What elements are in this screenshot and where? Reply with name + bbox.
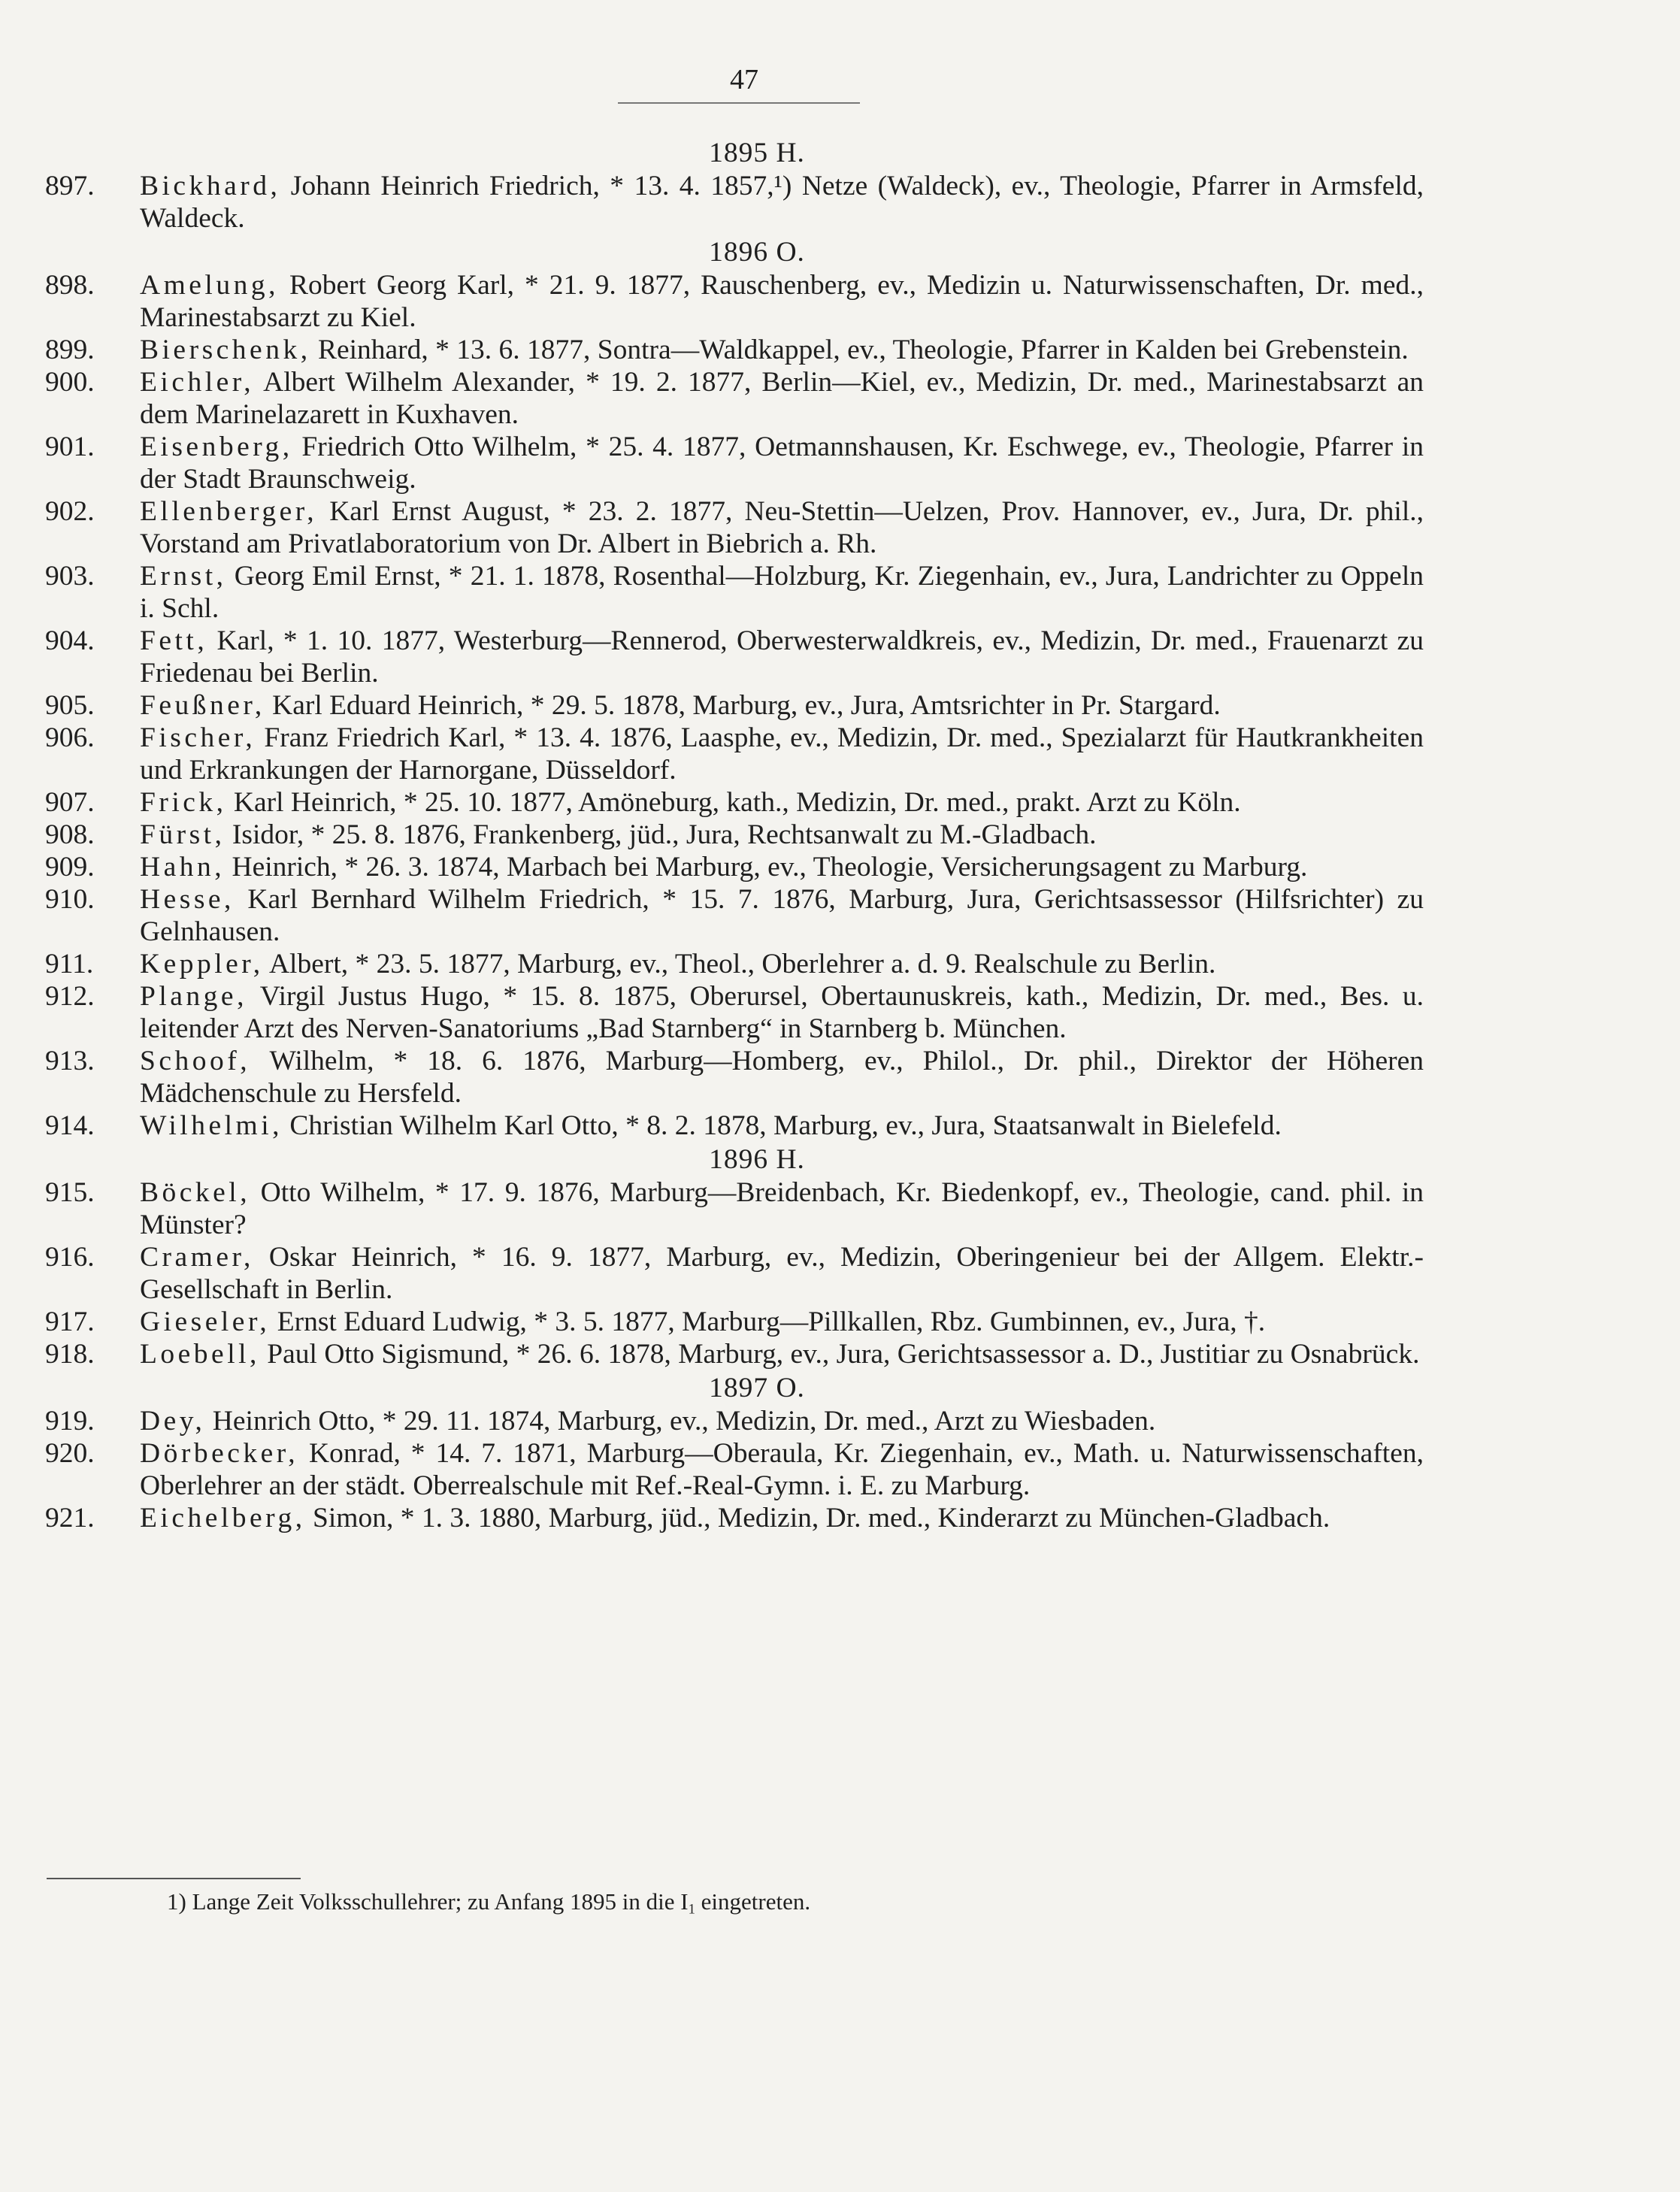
entry-details: Johann Heinrich Friedrich, * 13. 4. 1857,¹) Netze (Waldeck), ev., Theologie, Pfarrer in Armsfeld, Waldeck. [140,171,1424,234]
entry-surname: Hahn, [140,852,226,883]
register-entry [45,1306,1424,1338]
entry-surname: Plange, [140,981,247,1012]
entry-surname: Schoof, [140,1046,251,1076]
entry-details: Karl Bernhard Wilhelm Friedrich, * 15. 7. 1876, Marburg, Jura, Gerichtsassessor (Hilfsrichter) zu Gelnhausen. [140,884,1424,947]
entry-number: 917. [45,1306,95,1337]
register-entry [45,883,1424,948]
entry-surname: Hesse, [140,884,235,915]
entry-number: 916. [45,1242,95,1273]
entry-details: Heinrich, * 26. 3. 1874, Marbach bei Marburg, ev., Theologie, Versicherungsagent zu Marburg. [225,852,1308,883]
entry-surname: Ellenberger, [140,496,318,527]
entry-text [140,170,1424,235]
entry-number: 906. [45,722,95,753]
register-entry [45,269,1424,334]
entry-text [140,1045,1424,1110]
entry-number: 907. [45,787,95,818]
entry-text [140,1176,1424,1241]
register-entry [45,980,1424,1045]
entry-details: Karl, * 1. 10. 1877, Westerburg—Rennerod, Oberwesterwaldkreis, ev., Medizin, Dr. med., Frauenarzt zu Friedenau bei Berlin. [140,625,1424,689]
entry-details: Otto Wilhelm, * 17. 9. 1876, Marburg—Breidenbach, Kr. Biedenkopf, ev., Theologie, cand. phil. in Münster? [140,1177,1424,1240]
entry-text [140,851,1424,883]
footnote-marker: 1) [167,1888,186,1915]
entry-text [140,1405,1424,1437]
register-entry [45,366,1424,431]
entry-text [140,1338,1424,1370]
entry-details: Virgil Justus Hugo, * 15. 8. 1875, Oberursel, Obertaunuskreis, kath., Medizin, Dr. med., Bes. u. leitender Arzt des Nerven-Sanatoriums „Bad Starnberg“ in Starnberg b. München. [140,981,1424,1044]
entry-details: Reinhard, * 13. 6. 1877, Sontra—Waldkappel, ev., Theologie, Pfarrer in Kalden bei Grebenstein. [310,335,1409,365]
entry-text [140,786,1424,819]
entry-number: 921. [45,1503,95,1533]
entry-text [140,495,1424,560]
entry-surname: Eisenberg, [140,431,293,462]
register-entry [45,1241,1424,1306]
entry-number: 909. [45,852,95,883]
entry-number: 919. [45,1406,95,1437]
register-entry [45,1045,1424,1110]
entry-text [140,1502,1424,1534]
entry-details: Robert Georg Karl, * 21. 9. 1877, Rauschenberg, ev., Medizin u. Naturwissenschaften, Dr. med., Marinestabsarzt zu Kiel. [140,270,1424,333]
entry-details: Karl Ernst August, * 23. 2. 1877, Neu-Stettin—Uelzen, Prov. Hannover, ev., Jura, Dr. phil., Vorstand am Privatlaboratorium von Dr. Albert in Biebrich a. Rh. [140,496,1424,559]
entry-text [140,625,1424,689]
entry-number: 910. [45,884,95,915]
register-entry [45,1338,1424,1370]
register-entry [45,819,1424,851]
entry-surname: Amelung, [140,270,279,301]
entry-surname: Fischer, [140,722,256,753]
entry-text [140,1241,1424,1306]
entry-number: 911. [45,949,94,979]
entry-number: 913. [45,1046,95,1076]
register-entry [45,786,1424,819]
entry-number: 903. [45,561,95,592]
entry-details: Friedrich Otto Wilhelm, * 25. 4. 1877, Oetmannshausen, Kr. Eschwege, ev., Theologie, Pfarrer in der Stadt Braunschweig. [140,431,1424,495]
register-entry [45,625,1424,689]
register-entry [45,722,1424,786]
entry-text [140,883,1424,948]
entry-surname: Gieseler, [140,1306,271,1337]
footnote-rule [47,1878,301,1879]
entry-details: Konrad, * 14. 7. 1871, Marburg—Oberaula, Kr. Ziegenhain, ev., Math. u. Naturwissenschaften, Oberlehrer an der städt. Oberrealschule mit Ref.-Real-Gymn. i. E. zu Marburg. [140,1438,1424,1501]
footnote-text-end: eingetreten. [695,1888,811,1915]
entry-text [140,819,1424,851]
entry-text [140,366,1424,431]
register-entry [45,1502,1424,1534]
entry-surname: Ernst, [140,561,227,592]
entry-number: 912. [45,981,95,1012]
entry-number: 904. [45,625,95,656]
section-heading: 1896 O. [709,237,805,268]
register-entry [45,560,1424,625]
entry-surname: Dörbecker, [140,1438,299,1469]
entry-details: Heinrich Otto, * 29. 11. 1874, Marburg, ev., Medizin, Dr. med., Arzt zu Wiesbaden. [205,1406,1156,1437]
register-entry [45,689,1424,722]
entry-text [140,1110,1424,1142]
register-entry [45,170,1424,235]
entry-text [140,1437,1424,1502]
entry-number: 905. [45,690,95,721]
entry-details: Simon, * 1. 3. 1880, Marburg, jüd., Medizin, Dr. med., Kinderarzt zu München-Gladbach. [305,1503,1330,1533]
register-list [45,135,1424,1534]
footnote-subscript: 1 [688,1901,695,1918]
entry-text [140,269,1424,334]
entry-text [140,1306,1424,1338]
register-entry [45,431,1424,495]
entry-details: Christian Wilhelm Karl Otto, * 8. 2. 1878, Marburg, ev., Jura, Staatsanwalt in Bielefeld. [283,1110,1282,1141]
section-heading: 1897 O. [709,1373,805,1403]
entry-surname: Keppler, [140,949,264,979]
entry-details: Karl Eduard Heinrich, * 29. 5. 1878, Marburg, ev., Jura, Amtsrichter in Pr. Stargard. [265,690,1221,721]
register-entry [45,495,1424,560]
entry-surname: Bickhard, [140,171,281,201]
page-number: 47 [730,64,758,95]
entry-number: 897. [45,171,95,201]
entry-surname: Loebell, [140,1339,260,1370]
entry-surname: Fett, [140,625,208,656]
entry-details: Franz Friedrich Karl, * 13. 4. 1876, Laasphe, ev., Medizin, Dr. med., Spezialarzt für Hautkrankheiten und Erkrankungen der Harnorgane, Düsseldorf. [140,722,1424,786]
register-entry [45,1176,1424,1241]
entry-number: 902. [45,496,95,527]
section-heading: 1896 H. [709,1144,805,1175]
register-entry [45,851,1424,883]
entry-surname: Cramer, [140,1242,254,1273]
entry-text [140,722,1424,786]
entry-surname: Frick, [140,787,227,818]
register-entry [45,1405,1424,1437]
entry-surname: Bierschenk, [140,335,311,365]
register-entry [45,1110,1424,1142]
entry-text [140,980,1424,1045]
register-entry [45,334,1424,366]
entry-number: 920. [45,1438,95,1469]
entry-surname: Böckel, [140,1177,251,1208]
entry-surname: Eichler, [140,367,255,398]
header-rule [618,102,860,104]
entry-surname: Fürst, [140,819,226,850]
entry-details: Georg Emil Ernst, * 21. 1. 1878, Rosenthal—Holzburg, Kr. Ziegenhain, ev., Jura, Landrichter zu Oppeln i. Schl. [140,561,1424,624]
entry-details: Wilhelm, * 18. 6. 1876, Marburg—Homberg, ev., Philol., Dr. phil., Direktor der Höheren Mädchenschule zu Hersfeld. [140,1046,1424,1109]
entry-surname: Eichelberg, [140,1503,306,1533]
entry-number: 918. [45,1339,95,1370]
entry-text [140,431,1424,495]
entry-details: Karl Heinrich, * 25. 10. 1877, Amöneburg, kath., Medizin, Dr. med., prakt. Arzt zu Köln. [226,787,1241,818]
entry-surname: Feußner, [140,690,265,721]
entry-number: 915. [45,1177,95,1208]
entry-text [140,689,1424,722]
footnote-text: Lange Zeit Volksschullehrer; zu Anfang 1895 in die I [192,1888,689,1915]
entry-number: 899. [45,335,95,365]
entry-number: 914. [45,1110,95,1141]
entry-details: Oskar Heinrich, * 16. 9. 1877, Marburg, ev., Medizin, Oberingenieur bei der Allgem. Elektr.-Gesellschaft in Berlin. [140,1242,1424,1305]
entry-number: 898. [45,270,95,301]
footnote [167,1888,1294,1918]
section-heading: 1895 H. [709,138,805,168]
entry-number: 900. [45,367,95,398]
register-entry [45,1437,1424,1502]
entry-number: 908. [45,819,95,850]
register-entry [45,948,1424,980]
entry-surname: Wilhelmi, [140,1110,283,1141]
entry-details: Albert Wilhelm Alexander, * 19. 2. 1877, Berlin—Kiel, ev., Medizin, Dr. med., Marinestabsarzt an dem Marinelazarett in Kuxhaven. [140,367,1424,430]
entry-text [140,948,1424,980]
entry-details: Albert, * 23. 5. 1877, Marburg, ev., Theol., Oberlehrer a. d. 9. Realschule zu Berlin. [263,949,1216,979]
entry-surname: Dey, [140,1406,206,1437]
entry-number: 901. [45,431,95,462]
entry-details: Isidor, * 25. 8. 1876, Frankenberg, jüd., Jura, Rechtsanwalt zu M.-Gladbach. [225,819,1097,850]
entry-text [140,560,1424,625]
entry-text [140,334,1424,366]
entry-details: Ernst Eduard Ludwig, * 3. 5. 1877, Marburg—Pillkallen, Rbz. Gumbinnen, ev., Jura, †. [270,1306,1266,1337]
entry-details: Paul Otto Sigismund, * 26. 6. 1878, Marburg, ev., Jura, Gerichtsassessor a. D., Justitiar zu Osnabrück. [259,1339,1420,1370]
